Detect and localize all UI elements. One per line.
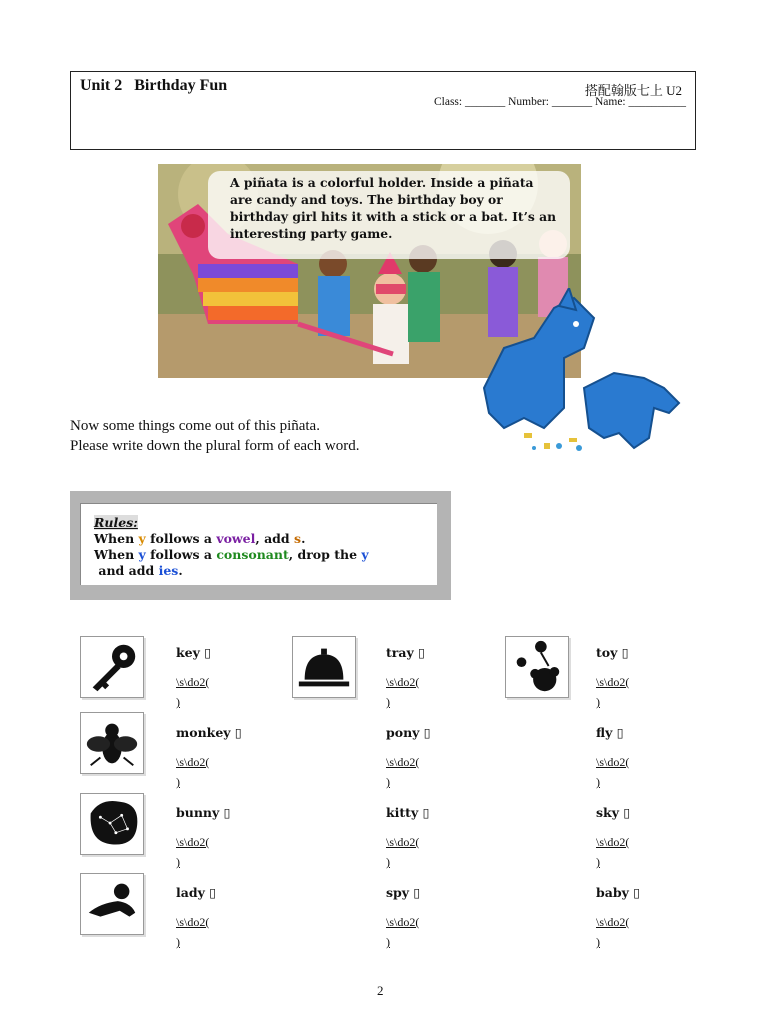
rules-content <box>80 503 437 585</box>
answer-toy: \s\do2( ) <box>596 675 630 709</box>
instructions <box>70 416 360 456</box>
answer-kitty: \s\do2( ) <box>386 835 420 869</box>
word-spy: spy ▯ <box>386 885 421 900</box>
word-kitty: kitty ▯ <box>386 805 430 820</box>
word-baby: baby ▯ <box>596 885 641 900</box>
answer-tray: \s\do2( ) <box>386 675 420 709</box>
word-lady: lady ▯ <box>176 885 217 900</box>
answer-bunny: \s\do2( ) <box>176 835 210 869</box>
instruction-line-2: Please write down the plural form of each word. <box>70 438 360 454</box>
fly-icon <box>80 712 144 774</box>
word-bunny: bunny ▯ <box>176 805 231 820</box>
service-bell-icon <box>292 636 356 698</box>
answer-key: \s\do2( ) <box>176 675 210 709</box>
pinata-description: A piñata is a colorful holder. Inside a piñata are candy and toys. The birthday boy or birthday girl hits it with a stick or a bat. It’s an interesting party game. <box>208 171 570 259</box>
answer-lady: \s\do2( ) <box>176 915 210 949</box>
rule-1: When y follows a vowel, add s. <box>94 531 306 546</box>
answer-pony: \s\do2( ) <box>386 755 420 789</box>
rules-heading: Rules: <box>94 515 138 530</box>
answer-monkey: \s\do2( ) <box>176 755 210 789</box>
unit-title: Unit 2 Birthday Fun <box>80 77 228 94</box>
worksheet-header <box>70 71 696 150</box>
word-tray: tray ▯ <box>386 645 425 660</box>
word-key: key ▯ <box>176 645 212 660</box>
textbook-series: 搭配翰版七上 U2 <box>584 83 682 98</box>
key-icon <box>80 636 144 698</box>
word-monkey: monkey ▯ <box>176 725 242 740</box>
answer-baby: \s\do2( ) <box>596 915 630 949</box>
toys-icon <box>505 636 569 698</box>
broken-pinata-icon <box>464 288 686 460</box>
constellation-icon <box>80 793 144 855</box>
word-sky: sky ▯ <box>596 805 631 820</box>
answer-spy: \s\do2( ) <box>386 915 420 949</box>
word-pony: pony ▯ <box>386 725 431 740</box>
rule-2: When y follows a consonant, drop the y and add ies. <box>94 547 369 578</box>
page-number: 2 <box>377 983 384 998</box>
word-fly: fly ▯ <box>596 725 624 740</box>
word-toy: toy ▯ <box>596 645 629 660</box>
baby-icon <box>80 873 144 935</box>
answer-fly: \s\do2( ) <box>596 755 630 789</box>
student-info-fields: Class: _______ Number: _______ Name: __________ <box>433 96 686 108</box>
rules-box <box>70 491 451 600</box>
answer-sky: \s\do2( ) <box>596 835 630 869</box>
instruction-line-1: Now some things come out of this piñata. <box>70 418 320 434</box>
